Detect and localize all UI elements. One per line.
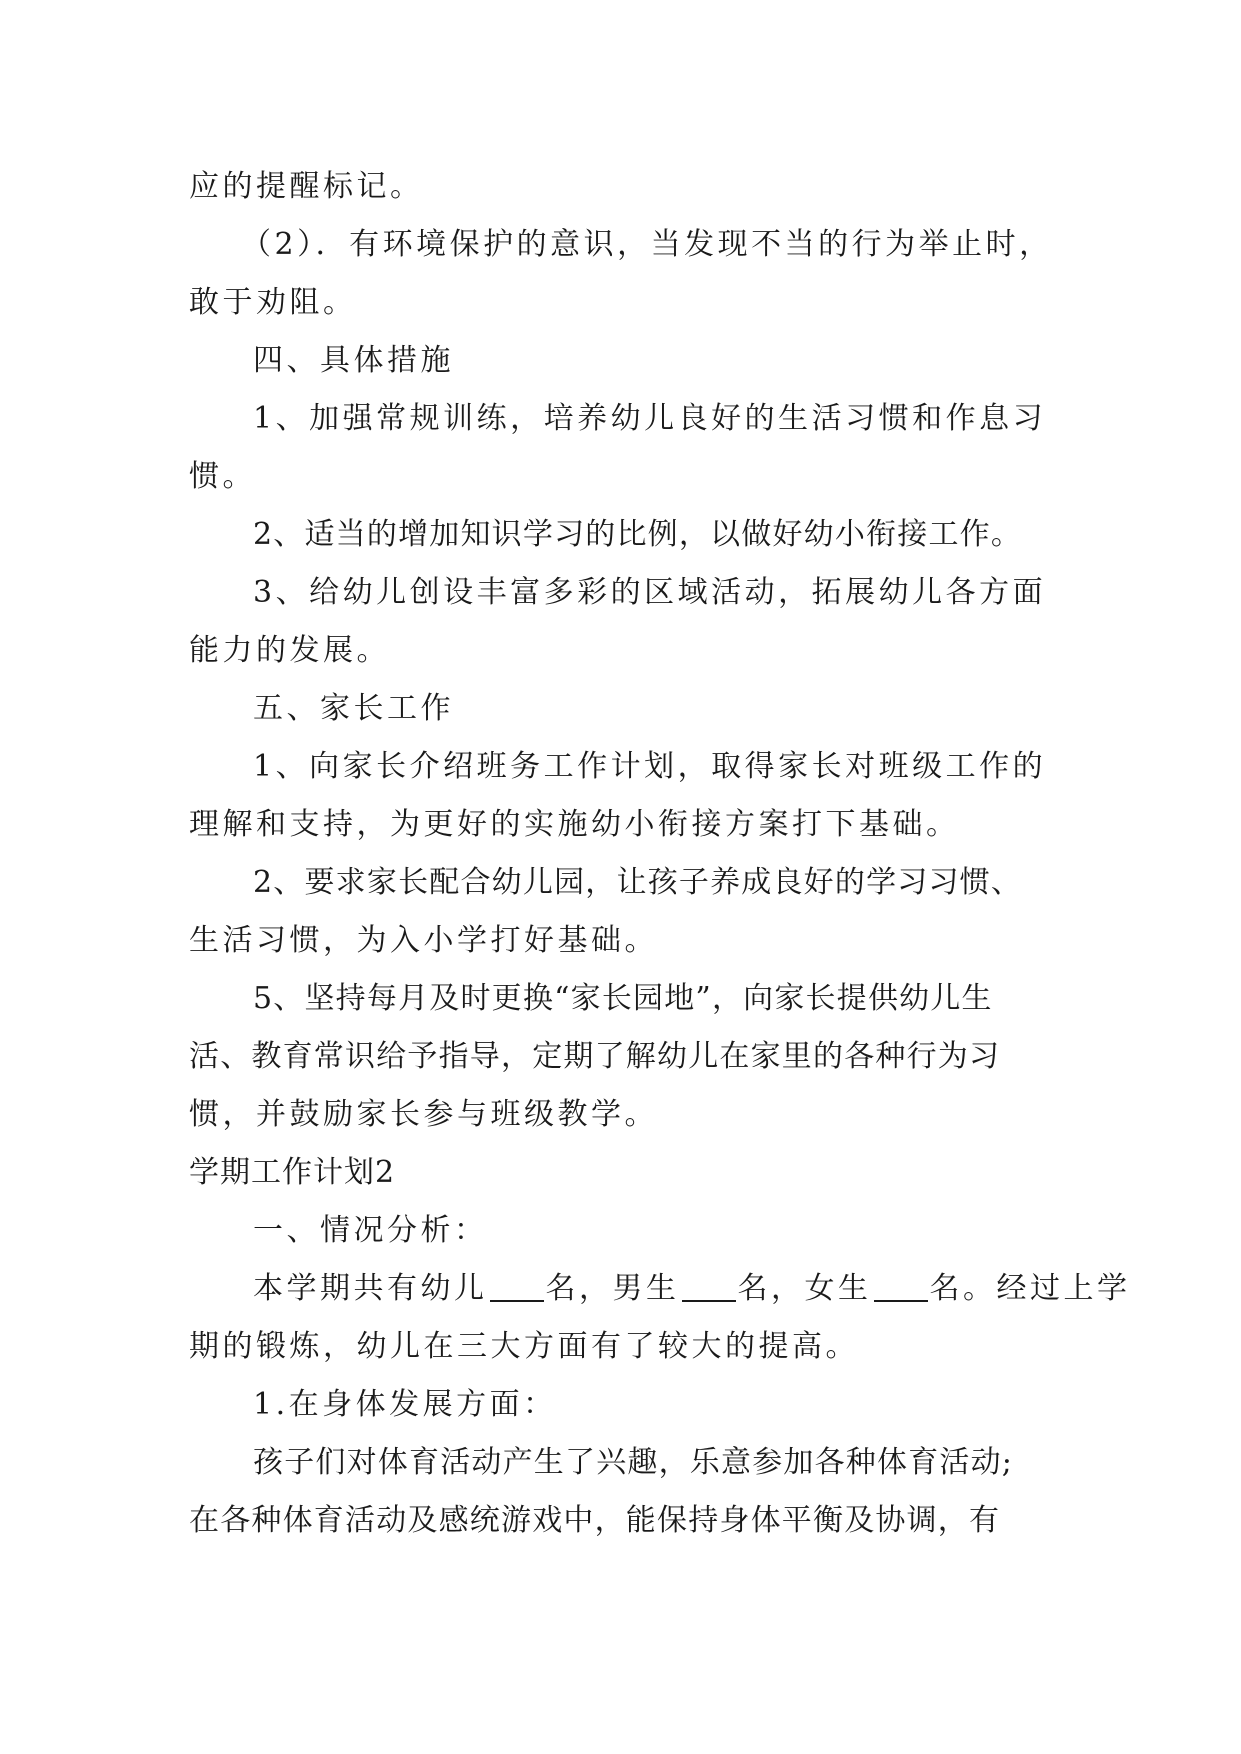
text-segment: 名，女生 [737,1271,872,1306]
text-line: 2、要求家长配合幼儿园，让孩子养成良好的学习习惯、 [253,865,1023,900]
text-segment: 本学期共有幼儿 [253,1271,488,1306]
text-line: 1、加强常规训练，培养幼儿良好的生活习惯和作息习 [253,401,1047,436]
text-segment: 名。经过上学 [929,1271,1131,1306]
section-heading: 1.在身体发展方面： [253,1387,557,1422]
text-line: 应的提醒标记。 [189,169,424,204]
text-line: 惯，并鼓励家长参与班级教学。 [189,1097,658,1132]
text-line: 理解和支持，为更好的实施幼小衔接方案打下基础。 [189,807,960,842]
text-line: 活、教育常识给予指导，定期了解幼儿在家里的各种行为习 [189,1039,1001,1074]
document-body [189,158,1131,1550]
text-line: 期的锻炼，幼儿在三大方面有了较大的提高。 [189,1329,859,1364]
text-line: 惯。 [189,459,256,494]
document-title: 学期工作计划2 [189,1155,396,1190]
text-line: 5、坚持每月及时更换“家长园地”，向家长提供幼儿生 [253,981,993,1016]
text-line: 3、给幼儿创设丰富多彩的区域活动，拓展幼儿各方面 [253,575,1047,610]
fill-in-blank [874,1270,928,1302]
section-heading: 一、情况分析： [253,1213,488,1248]
fill-in-blank [682,1270,736,1302]
fill-in-blank [490,1270,544,1302]
text-line: （2）．有环境保护的意识，当发现不当的行为举止时， [241,227,1053,262]
text-line: 1、向家长介绍班务工作计划，取得家长对班级工作的 [253,749,1047,784]
text-line: 能力的发展。 [189,633,390,668]
text-line: 在各种体育活动及感统游戏中，能保持身体平衡及协调，有 [189,1503,1001,1538]
text-line-with-blanks [189,1260,1131,1318]
section-heading: 五、家长工作 [253,691,454,726]
text-segment: 名，男生 [545,1271,680,1306]
text-line: 生活习惯，为入小学打好基础。 [189,923,658,958]
text-line: 2、适当的增加知识学习的比例，以做好幼小衔接工作。 [253,517,1023,552]
text-line: 敢于劝阻。 [189,285,357,320]
text-line: 孩子们对体育活动产生了兴趣，乐意参加各种体育活动; [253,1445,1014,1480]
section-heading: 四、具体措施 [253,343,454,378]
